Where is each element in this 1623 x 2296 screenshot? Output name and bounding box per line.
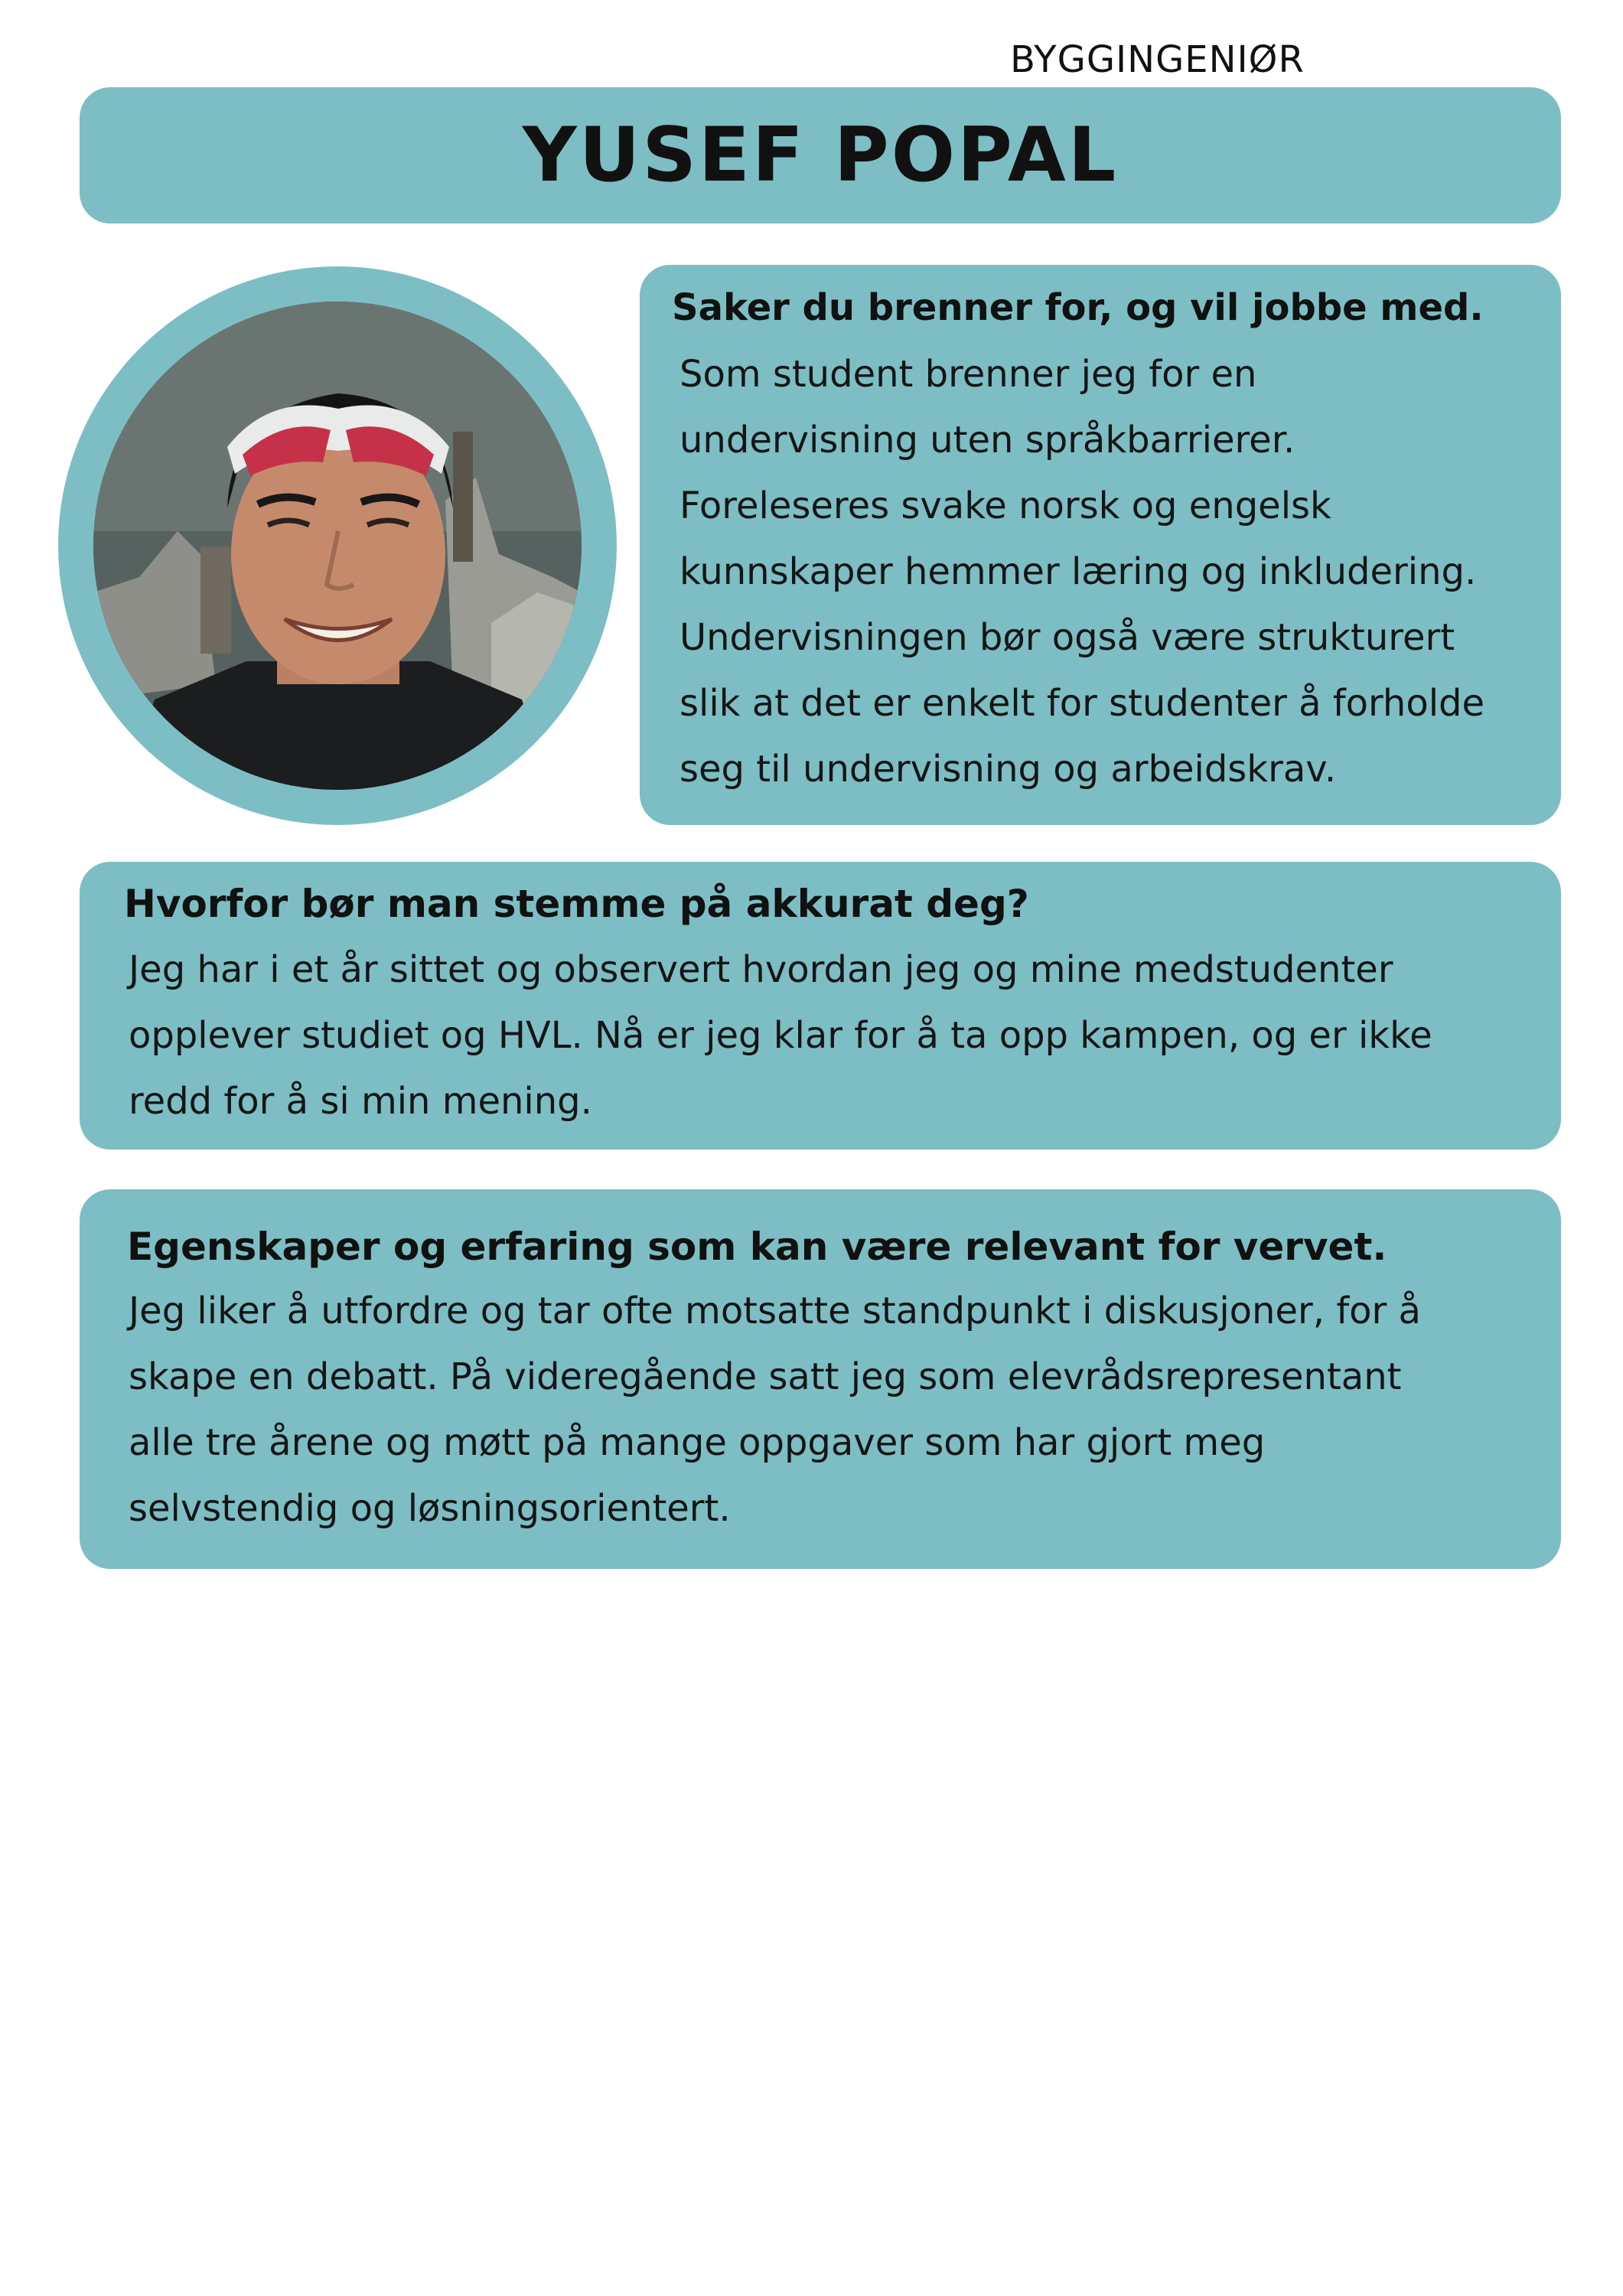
passion-heading: Saker du brenner for, og vil jobbe med. xyxy=(672,286,1484,329)
why-vote-heading: Hvorfor bør man stemme på akkurat deg? xyxy=(124,882,1029,926)
passion-line: kunnskaper hemmer læring og inkludering. xyxy=(680,550,1477,593)
photo-frame xyxy=(58,266,617,825)
portrait-icon xyxy=(93,302,582,790)
why-vote-line: redd for å si min mening. xyxy=(129,1080,592,1123)
passion-card xyxy=(640,265,1561,825)
experience-line: alle tre årene og møtt på mange oppgaver som har gjort meg xyxy=(129,1421,1266,1464)
why-vote-line: Jeg har i et år sittet og observert hvordan jeg og mine medstudenter xyxy=(129,948,1393,991)
passion-line: undervisning uten språkbarrierer. xyxy=(680,419,1295,461)
program-label: BYGGINGENIØR xyxy=(1010,38,1305,81)
passion-line: seg til undervisning og arbeidskrav. xyxy=(680,748,1337,791)
passion-line: Undervisningen bør også være strukturert xyxy=(680,616,1455,659)
why-vote-card xyxy=(80,862,1561,1150)
passion-line: Foreleseres svake norsk og engelsk xyxy=(680,484,1331,527)
candidate-photo xyxy=(93,302,582,790)
experience-line: selvstendig og løsningsorientert. xyxy=(129,1487,731,1530)
name-banner xyxy=(80,87,1561,223)
experience-line: skape en debatt. På videregående satt jeg som elevrådsrepresentant xyxy=(129,1355,1402,1398)
experience-card xyxy=(80,1189,1561,1569)
experience-heading: Egenskaper og erfaring som kan være relevant for vervet. xyxy=(127,1225,1387,1269)
experience-line: Jeg liker å utfordre og tar ofte motsatte standpunkt i diskusjoner, for å xyxy=(129,1290,1421,1332)
passion-line: slik at det er enkelt for studenter å forholde xyxy=(680,682,1485,725)
candidate-name: YUSEF POPAL xyxy=(522,112,1119,199)
passion-line: Som student brenner jeg for en xyxy=(680,353,1257,396)
why-vote-line: opplever studiet og HVL. Nå er jeg klar for å ta opp kampen, og er ikke xyxy=(129,1014,1432,1057)
